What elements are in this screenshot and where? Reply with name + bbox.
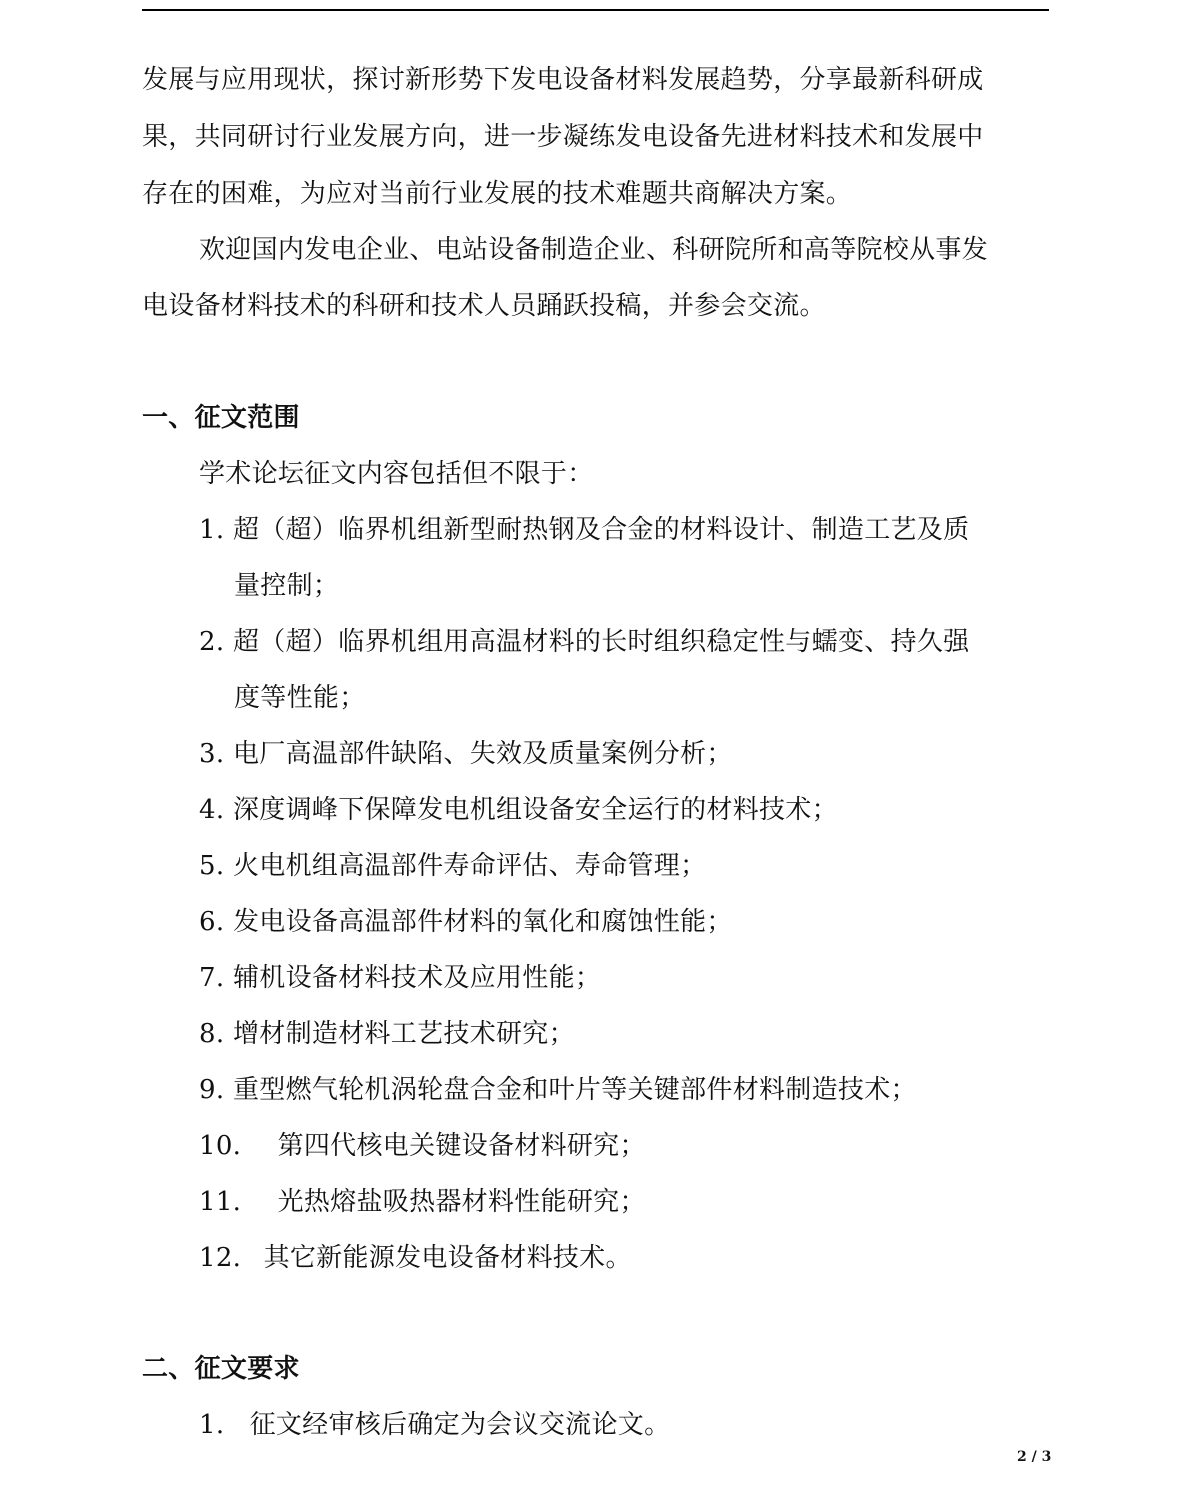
intro-p2-line-1: 欢迎国内发电企业、电站设备制造企业、科研院所和高等院校从事发 [199, 235, 989, 265]
list-item-text: 光热熔盐吸热器材料性能研究； [277, 1187, 646, 1217]
list-item-number: 3. [199, 739, 225, 769]
list-item-number: 9. [199, 1075, 225, 1105]
header-rule [142, 9, 1049, 11]
intro-p1-line-3: 存在的困难，为应对当前行业发展的技术难题共商解决方案。 [142, 179, 853, 209]
section-1-title: 一、征文范围 [142, 403, 300, 433]
list-item-text: 电厂高温部件缺陷、失效及质量案例分析； [233, 739, 733, 769]
section-2-title: 二、征文要求 [142, 1354, 300, 1384]
section-2-item-1 [199, 1407, 670, 1443]
intro-p1-line-2: 果，共同研讨行业发展方向，进一步凝练发电设备先进材料技术和发展中 [142, 122, 984, 152]
list-item-number: 8. [199, 1019, 225, 1049]
list-item-text: 其它新能源发电设备材料技术。 [263, 1243, 632, 1273]
list-item-text: 增材制造材料工艺技术研究； [233, 1019, 575, 1049]
list-item-number: 12. [199, 1243, 242, 1273]
list-item-7 [199, 960, 601, 996]
list-item-number: 1. [199, 515, 225, 545]
list-item-number: 7. [199, 963, 225, 993]
list-item-text: 重型燃气轮机涡轮盘合金和叶片等关键部件材料制造技术； [233, 1075, 917, 1105]
list-item-text: 征文经审核后确定为会议交流论文。 [249, 1410, 671, 1440]
list-item-3 [199, 736, 733, 772]
list-item-text: 深度调峰下保障发电机组设备安全运行的材料技术； [233, 795, 838, 825]
list-item-5 [199, 848, 706, 884]
intro-p2-line-2: 电设备材料技术的科研和技术人员踊跃投稿，并参会交流。 [142, 291, 826, 321]
list-item-number: 5. [199, 851, 225, 881]
list-item-number: 2. [199, 627, 225, 657]
list-item-text: 发电设备高温部件材料的氧化和腐蚀性能； [233, 907, 733, 937]
list-item-6 [199, 904, 733, 940]
list-item-9 [199, 1072, 917, 1108]
list-item-text: 超（超）临界机组新型耐热钢及合金的材料设计、制造工艺及质 [233, 515, 970, 545]
list-item-number: 4. [199, 795, 225, 825]
list-item-number: 10. [199, 1131, 242, 1161]
list-item-text: 辅机设备材料技术及应用性能； [233, 963, 602, 993]
list-item-number: 6. [199, 907, 225, 937]
list-item-10 [199, 1128, 646, 1164]
list-item-1-cont: 量控制； [234, 571, 340, 601]
page-number: 2 / 3 [1017, 1449, 1052, 1465]
list-item-11 [199, 1184, 646, 1220]
list-item-2 [199, 624, 969, 660]
list-item-number: 11. [199, 1187, 242, 1217]
list-item-number: 1. [199, 1410, 225, 1440]
list-item-text: 第四代核电关键设备材料研究； [277, 1131, 646, 1161]
list-item-1 [199, 512, 969, 548]
section-1-lead: 学术论坛征文内容包括但不限于： [199, 459, 594, 489]
list-item-text: 超（超）临界机组用高温材料的长时组织稳定性与蠕变、持久强 [233, 627, 970, 657]
list-item-2-cont: 度等性能； [234, 683, 366, 713]
list-item-12 [199, 1240, 632, 1276]
intro-p1-line-1: 发展与应用现状，探讨新形势下发电设备材料发展趋势，分享最新科研成 [142, 65, 984, 95]
list-item-8 [199, 1016, 575, 1052]
list-item-text: 火电机组高温部件寿命评估、寿命管理； [233, 851, 707, 881]
list-item-4 [199, 792, 838, 828]
